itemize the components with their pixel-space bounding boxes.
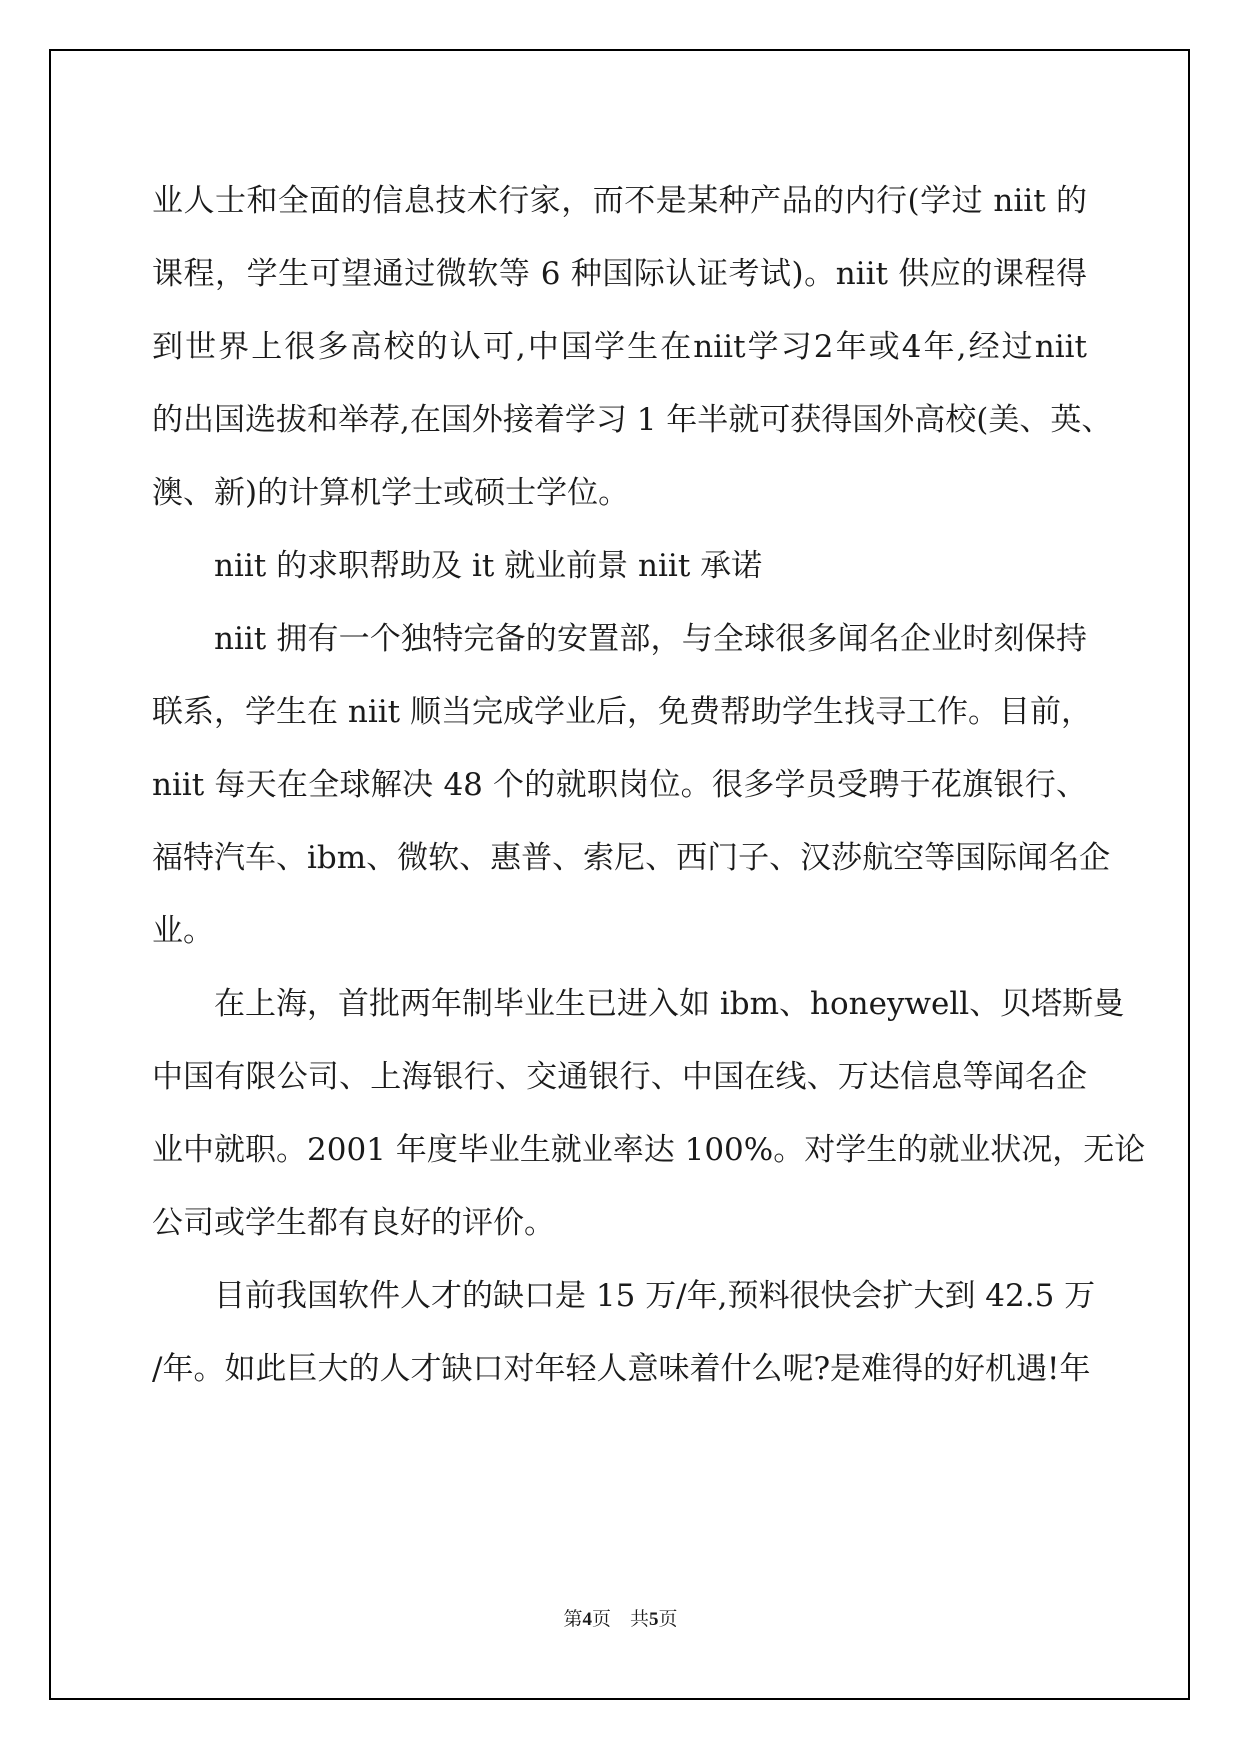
total-page-number: 5	[649, 1609, 659, 1630]
text-line: 业中就职。2001 年度毕业生就业率达 100%。对学生的就业状况，无论	[152, 1132, 1146, 1168]
section-heading: niit 的求职帮助及 it 就业前景 niit 承诺	[214, 548, 763, 584]
text-line: 课程，学生可望通过微软等 6 种国际认证考试)。niit 供应的课程得	[152, 256, 1087, 292]
text-line: 业。	[152, 913, 214, 949]
page-footer	[0, 1604, 1241, 1631]
footer-suffix: 页	[658, 1609, 678, 1630]
text-line: 澳、新)的计算机学士或硕士学位。	[152, 475, 630, 511]
text-line: 目前我国软件人才的缺口是 15 万/年,预料很快会扩大到 42.5 万	[214, 1278, 1096, 1314]
text-line: 的出国选拔和举荐,在国外接着学习 1 年半就可获得国外高校(美、英、	[152, 402, 1113, 438]
current-page-number: 4	[582, 1609, 592, 1630]
text-line: 到世界上很多高校的认可,中国学生在niit学习2年或4年,经过niit	[152, 329, 1087, 365]
text-line: niit 拥有一个独特完备的安置部，与全球很多闻名企业时刻保持	[214, 621, 1087, 657]
text-line: 公司或学生都有良好的评价。	[152, 1205, 555, 1241]
text-line: 在上海，首批两年制毕业生已进入如 ibm、honeywell、贝塔斯曼	[214, 986, 1125, 1022]
text-line: 联系，学生在 niit 顺当完成学业后，免费帮助学生找寻工作。目前，	[152, 694, 1092, 730]
text-line: 中国有限公司、上海银行、交通银行、中国在线、万达信息等闻名企	[152, 1059, 1087, 1095]
document-body	[152, 165, 1146, 1406]
text-line: /年。如此巨大的人才缺口对年轻人意味着什么呢?是难得的好机遇!年	[152, 1351, 1091, 1387]
footer-mid: 页 共	[591, 1609, 649, 1630]
text-line: 福特汽车、ibm、微软、惠普、索尼、西门子、汉莎航空等国际闻名企	[152, 840, 1111, 876]
text-line: 业人士和全面的信息技术行家，而不是某种产品的内行(学过 niit 的	[152, 183, 1087, 219]
text-line: niit 每天在全球解决 48 个的就职岗位。很多学员受聘于花旗银行、	[152, 767, 1087, 803]
footer-prefix: 第	[563, 1609, 583, 1630]
